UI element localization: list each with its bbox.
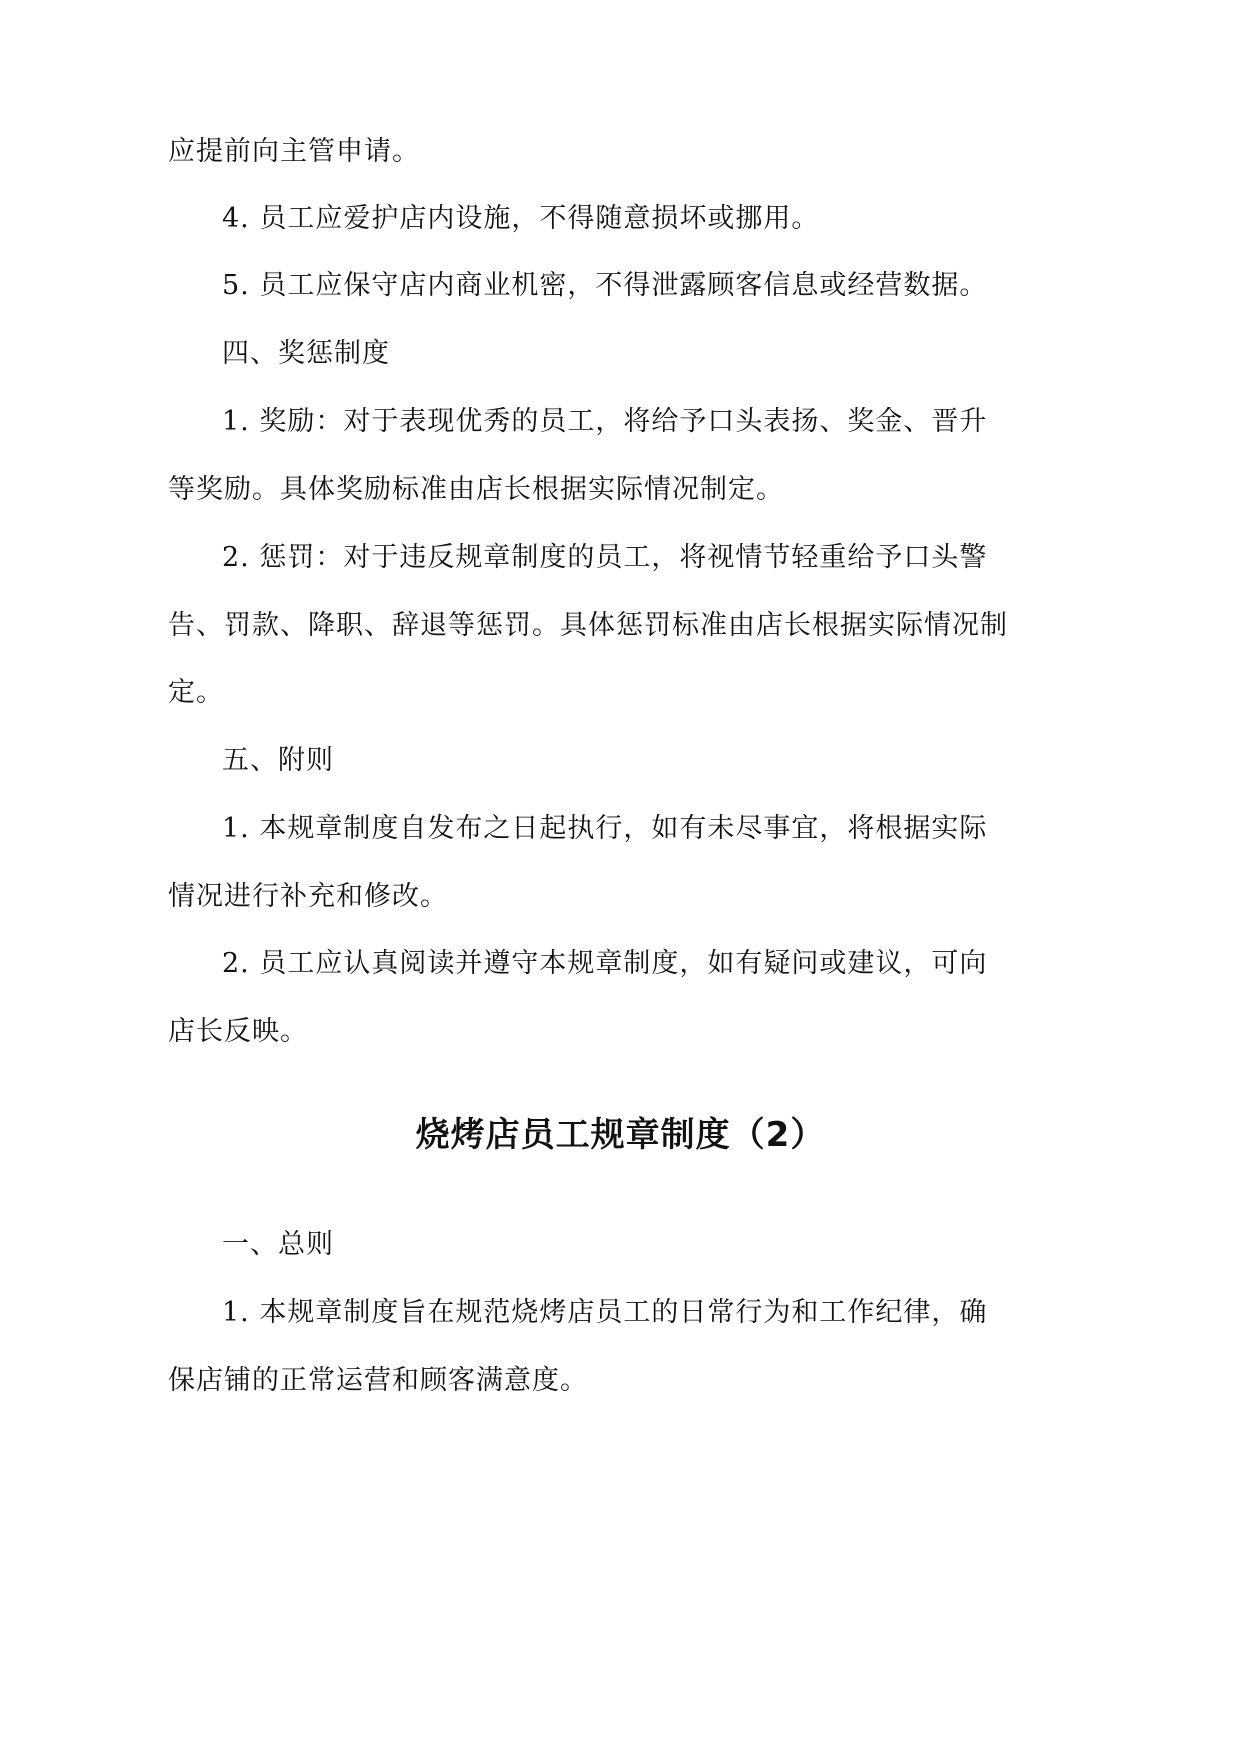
- text-line: 1. 奖励：对于表现优秀的员工，将给予口头表扬、奖金、晋升: [222, 406, 988, 437]
- text-line: 店长反映。: [168, 1016, 308, 1047]
- text-line: 5. 员工应保守店内商业机密，不得泄露顾客信息或经营数据。: [222, 270, 988, 301]
- section-heading: 一、总则: [222, 1229, 334, 1260]
- text-line: 1. 本规章制度旨在规范烧烤店员工的日常行为和工作纪律，确: [222, 1297, 988, 1328]
- text-line: 告、罚款、降职、辞退等惩罚。具体惩罚标准由店长根据实际情况制: [168, 610, 1008, 641]
- document-title: 烧烤店员工规章制度（2）: [415, 1115, 826, 1155]
- text-line: 4. 员工应爱护店内设施，不得随意损坏或挪用。: [222, 203, 820, 234]
- text-line: 应提前向主管申请。: [168, 136, 420, 167]
- text-line: 2. 惩罚：对于违反规章制度的员工，将视情节轻重给予口头警: [222, 542, 988, 573]
- section-heading: 四、奖惩制度: [222, 338, 390, 369]
- text-line: 1. 本规章制度自发布之日起执行，如有未尽事宜，将根据实际: [222, 813, 988, 844]
- text-line: 等奖励。具体奖励标准由店长根据实际情况制定。: [168, 474, 784, 505]
- text-line: 定。: [168, 677, 224, 708]
- text-line: 2. 员工应认真阅读并遵守本规章制度，如有疑问或建议，可向: [222, 948, 988, 979]
- text-line: 情况进行补充和修改。: [168, 881, 448, 912]
- section-heading: 五、附则: [222, 745, 334, 776]
- text-line: 保店铺的正常运营和顾客满意度。: [168, 1365, 588, 1396]
